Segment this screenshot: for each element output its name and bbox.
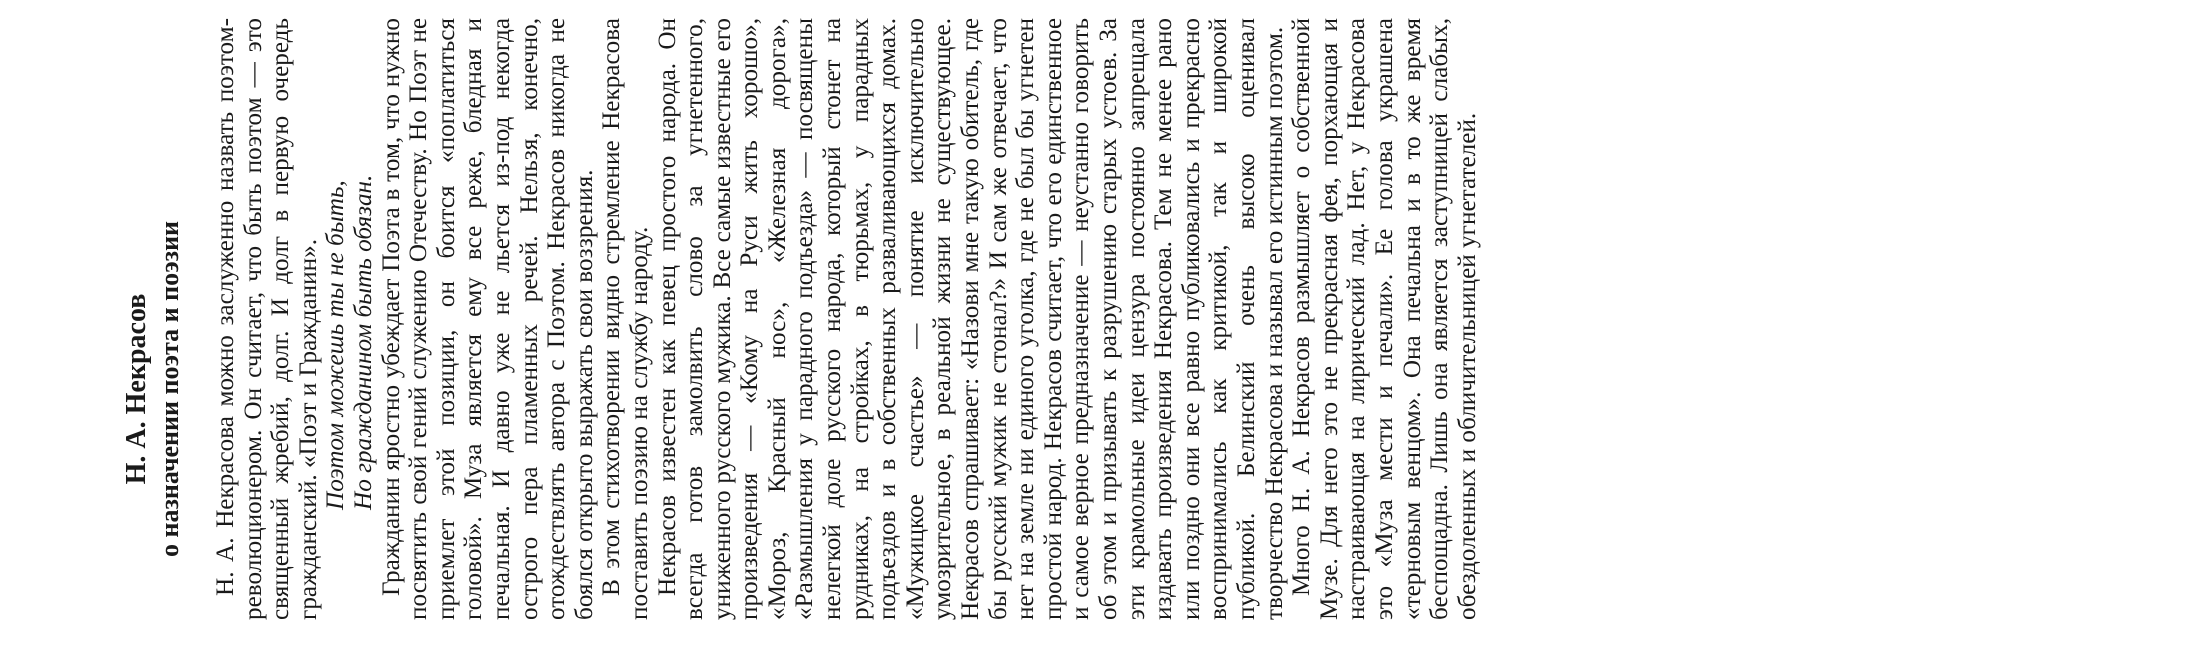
article-body (212, 18, 1481, 620)
verse-line: Но гражданином быть обязан. (349, 174, 377, 510)
verse-quote (322, 18, 377, 620)
author-title: Н. А. Некрасов (121, 293, 152, 485)
paragraph-citizen: Гражданин яростно убеждает Поэта в том, что нужно посвятить свой гений служению Отечеству. Но Поэт не приемлет этой позиции, он боится «поплатиться головой». Муза является ему все реже, бледная и печальная. И давно уже не льется из-под некогда острого пера пламенных речей. Нельзя, конечно, отождествлять автора с Поэтом. Некрасов никогда не боялся открыто выражать свои воззрения. (377, 18, 598, 620)
paragraph-intro: Н. А. Некрасова можно заслуженно назвать поэтом-революционером. Он считает, что быть поэтом — это священный жребий, долг. И долг в первую очередь гражданский. «Поэт и Гражданин». (212, 18, 322, 620)
article-heading (120, 18, 186, 620)
paragraph-muse: Много Н. А. Некрасов размышляет о собственной Музе. Для него это не прекрасная фея, порхающая и настраивающая на лирический лад. Нет, у Некрасова это «Муза мести и печали». Ее голова украшена «терновым венцом». Она печальна и в то же время беспощадна. Лишь она является заступницей слабых, обездоленных и обличительницей угнетателей. (1288, 18, 1481, 620)
paragraph-people: Некрасов известен как певец простого народа. Он всегда готов замолвить слово за угнетенного, униженного русского мужика. Все самые известные его произведения — «Кому на Руси жить хорошо», «Мороз, Красный нос», «Железная дорога», «Размышления у парадного подъезда» — посвящены нелегкой доле русского народа, который стонет на рудниках, на стройках, в тюрьмах, у парадных подъездов и в собственных разваливающихся домах. «Мужицкое счастье» — понятие исключительно умозрительное, в реальной жизни не существующее. Некрасов спрашивает: «Назови мне такую обитель, где бы русский мужик не стонал?» И сам же отвечает, что нет на земле ни единого уголка, где не был бы угнетен простой народ. Некрасов считает, что его единственное и самое верное предназначение — неустанно говорить об этом и призывать к разрушению старых устоев. За эти крамольные идеи цензура постоянно запрещала издавать произведения Некрасова. Тем не менее рано или поздно они все равно публиковались и прекрасно воспринимались как критикой, так и широкой публикой. Белинский очень высоко оценивал творчество Некрасова и называл его истинным поэтом. (653, 18, 1288, 620)
article-subtitle: о назначении поэта и поэзии (155, 220, 184, 558)
rotated-page (0, 10, 2200, 640)
paragraph-aim: В этом стихотворении видно стремление Некрасова поставить поэзию на службу народу. (598, 18, 653, 620)
verse-line: Поэтом можешь ты не быть, (322, 180, 350, 510)
